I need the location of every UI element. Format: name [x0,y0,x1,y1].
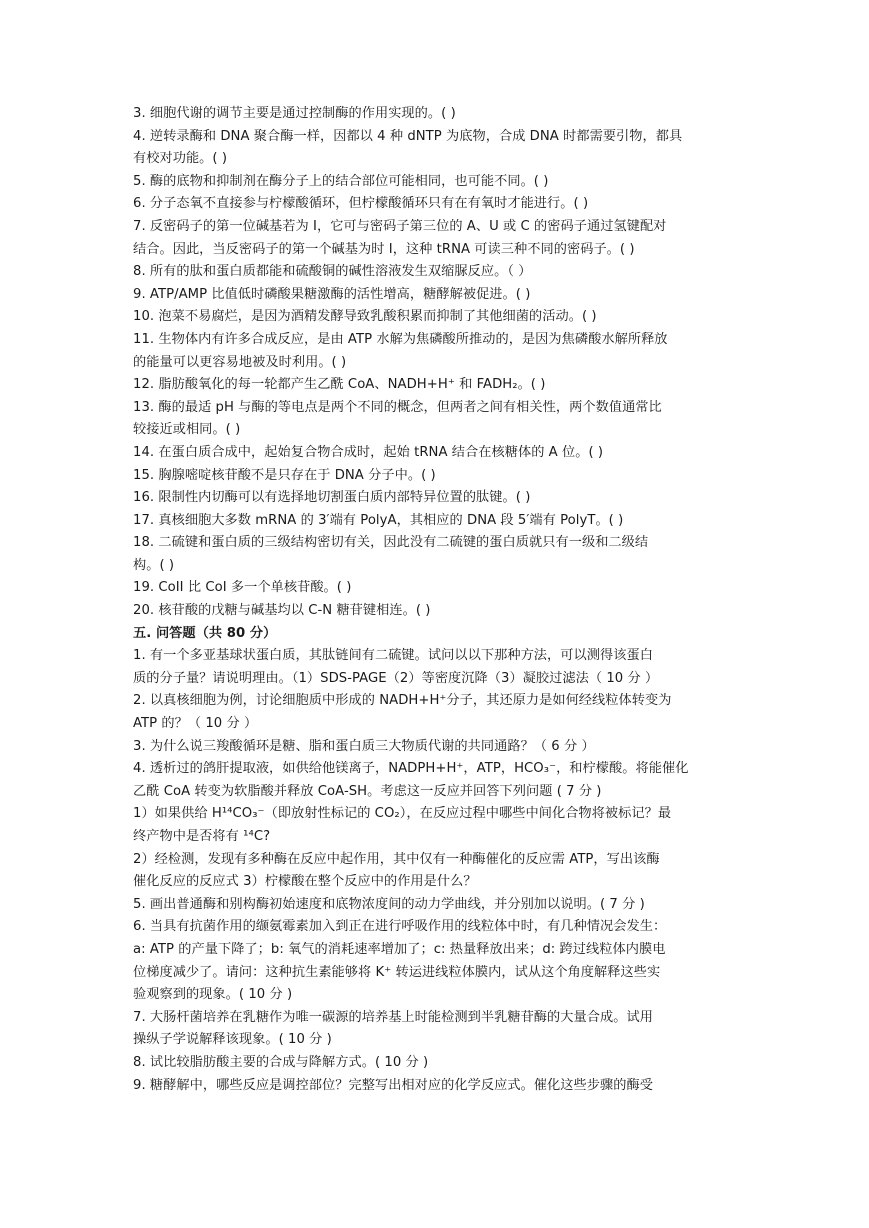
text-line: 11. 生物体内有许多合成反应，是由 ATP 水解为焦磷酸所推动的，是因为焦磷酸水解所释放 [133,331,668,347]
text-line: 的能量可以更容易地被及时利用。( ) [133,354,347,370]
text-line: 3. 为什么说三羧酸循环是糖、脂和蛋白质三大物质代谢的共同通路？（ 6 分 ） [133,738,595,754]
text-line: 7. 大肠杆菌培养在乳糖作为唯一碳源的培养基上时能检测到半乳糖苷酶的大量合成。试用 [133,1009,653,1025]
text-line: 4. 逆转录酶和 DNA 聚合酶一样，因都以 4 种 dNTP 为底物，合成 DNA 时都需要引物，都具 [133,128,683,144]
text-line: 8. 试比较脂肪酸主要的合成与降解方式。( 10 分 ) [133,1054,429,1070]
text-line: 18. 二硫键和蛋白质的三级结构密切有关，因此没有二硫键的蛋白质就只有一级和二级结 [133,535,649,551]
text-line: 20. 核苷酸的戊糖与碱基均以 C-N 糖苷键相连。( ) [133,603,431,619]
text-line: 结合。因此，当反密码子的第一个碱基为时 I，这种 tRNA 可读三种不同的密码子。( ) [133,241,635,257]
text-line: 2. 以真核细胞为例，讨论细胞质中形成的 NADH+H⁺分子，其还原力是如何经线粒体转变为 [133,693,672,709]
text-line: 15. 胸腺嘧啶核苷酸不是只存在于 DNA 分子中。( ) [133,467,436,483]
text-line: 1. 有一个多亚基球状蛋白质，其肽链间有二硫键。试问以以下那种方法，可以测得该蛋白 [133,648,653,664]
text-line: 2）经检测，发现有多种酶在反应中起作用，其中仅有一种酶催化的反应需 ATP，写出该酶 [133,851,660,867]
document-page [133,103,739,1097]
text-line: 6. 分子态氧不直接参与柠檬酸循环，但柠檬酸循环只有在有氧时才能进行。( ) [133,196,589,212]
text-line: 4. 透析过的鸽肝提取液，如供给他镁离子，NADPH+H⁺，ATP，HCO₃⁻，和柠檬酸。将能催化 [133,761,689,777]
text-line: 7. 反密码子的第一位碱基若为 I，它可与密码子第三位的 A、U 或 C 的密码子通过氢键配对 [133,218,667,234]
text-line: 3. 细胞代谢的调节主要是通过控制酶的作用实现的。( ) [133,106,456,121]
text-line: 14. 在蛋白质合成中，起始复合物合成时，起始 tRNA 结合在核糖体的 A 位。( ) [133,444,604,460]
text-line: 质的分子量？请说明理由。（1）SDS-PAGE（2）等密度沉降（3）凝胶过滤法（ 10 分 ） [133,670,659,686]
text-line: 10. 泡菜不易腐烂，是因为酒精发酵导致乳酸积累而抑制了其他细菌的活动。( ) [133,309,597,325]
text-line: 5. 酶的底物和抑制剂在酶分子上的结合部位可能相同，也可能不同。( ) [133,173,549,189]
text-line: 16. 限制性内切酶可以有选择地切割蛋白质内部特异位置的肽键。( ) [133,490,531,506]
text-line: 5. 画出普通酶和别构酶初始速度和底物浓度间的动力学曲线，并分别加以说明。( 7 分 ) [133,896,645,912]
text-line: 9. 糖酵解中，哪些反应是调控部位？完整写出相对应的化学反应式。催化这些步骤的酶受 [133,1077,653,1093]
text-line: 验观察到的现象。( 10 分 ) [133,987,293,1003]
text-line: 操纵子学说解释该现象。( 10 分 ) [133,1032,332,1048]
text-line: 8. 所有的肽和蛋白质都能和硫酸铜的碱性溶液发生双缩脲反应。（ ） [133,264,532,280]
text-line: 有校对功能。( ) [133,151,228,167]
text-line: a: ATP 的产量下降了；b: 氧气的消耗速率增加了；c: 热量释放出来；d: 跨过线粒体内膜电 [133,941,666,957]
text-line: 乙酰 CoA 转变为软脂酸并释放 CoA-SH。考虑这一反应并回答下列问题 ( 7 分 ) [133,783,602,799]
text-line: 终产物中是否将有 ¹⁴C? [133,829,271,844]
text-line: ATP 的？（ 10 分 ） [133,716,258,732]
text-line: 13. 酶的最适 pH 与酶的等电点是两个不同的概念，但两者之间有相关性，两个数值通常比 [133,399,662,415]
text-line: 6. 当具有抗菌作用的缬氨霉素加入到正在进行呼吸作用的线粒体中时，有几种情况会发生： [133,919,667,935]
text-line: 催化反应的反应式 3）柠檬酸在整个反应中的作用是什么？ [133,874,477,890]
text-line: 17. 真核细胞大多数 mRNA 的 3′端有 PolyA，其相应的 DNA 段 5′端有 PolyT。( ) [133,512,624,528]
section-heading: 五. 问答题（共 80 分） [133,625,277,641]
text-line: 1）如果供给 H¹⁴CO₃⁻（即放射性标记的 CO₂），在反应过程中哪些中间化合物将被标记？最 [133,806,672,822]
text-line: 12. 脂肪酸氧化的每一轮都产生乙酰 CoA、NADH+H⁺ 和 FADH₂。( ) [133,377,546,393]
text-line: 19. CoII 比 CoI 多一个单核苷酸。( ) [133,580,352,596]
text-line: 位梯度减少了。请问：这种抗生素能够将 K⁺ 转运进线粒体膜内，试从这个角度解释这些实 [133,964,661,980]
text-line: 较接近或相同。( ) [133,422,241,438]
text-line: 9. ATP/AMP 比值低时磷酸果糖激酶的活性增高，糖酵解被促进。( ) [133,286,531,302]
text-line: 构。( ) [133,557,175,573]
